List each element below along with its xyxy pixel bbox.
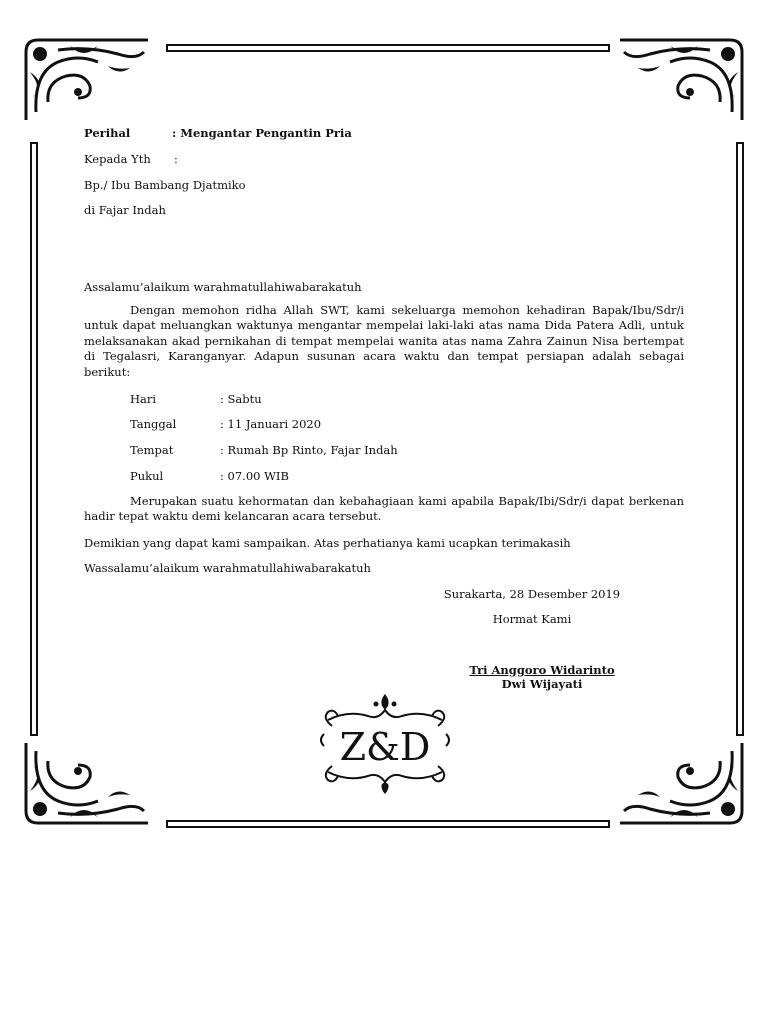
corner-ornament-bottom-right xyxy=(615,736,750,831)
honor-paragraph: Merupakan suatu kehormatan dan kebahagiaan kami apabila Bapak/Ibi/Sdr/i dapat berkenan hadir tepat waktu demi kelancaran acara tersebut. xyxy=(84,494,684,524)
detail-value-day: : Sabtu xyxy=(220,392,262,406)
place-date: Surakarta, 28 Desember 2019 xyxy=(443,587,621,601)
frame-left-bar xyxy=(30,142,38,736)
detail-label-place: Tempat xyxy=(130,443,174,457)
corner-ornament-bottom-left xyxy=(18,736,153,831)
monogram-text: Z&D xyxy=(339,725,431,769)
detail-label-day: Hari xyxy=(130,392,157,406)
closing-line: Demikian yang dapat kami sampaikan. Atas perhatianya kami ucapkan terimakasih xyxy=(84,536,571,550)
regards: Hormat Kami xyxy=(492,612,572,626)
subject-label: Perihal xyxy=(84,126,131,140)
subject-line xyxy=(84,126,352,140)
detail-value-date: : 11 Januari 2020 xyxy=(220,417,322,431)
corner-ornament-top-right xyxy=(615,32,750,127)
monogram-emblem xyxy=(318,690,452,798)
detail-value-time: : 07.00 WIB xyxy=(220,469,289,483)
signatory-first: Tri Anggoro Widarinto xyxy=(469,663,615,677)
recipient-to-line xyxy=(84,152,178,166)
recipient-place: di Fajar Indah xyxy=(84,203,166,217)
frame-top-bar xyxy=(166,44,610,52)
recipient-to-colon: : xyxy=(174,152,178,166)
frame-bottom-bar xyxy=(166,820,610,828)
greeting: Assalamu’alaikum warahmatullahiwabarakatuh xyxy=(84,280,362,294)
recipient-to-label: Kepada Yth xyxy=(84,152,151,166)
signatory-second: Dwi Wijayati xyxy=(501,677,583,691)
closing-greeting: Wassalamu’alaikum warahmatullahiwabarakatuh xyxy=(84,561,371,575)
frame-right-bar xyxy=(736,142,744,736)
body-paragraph: Dengan memohon ridha Allah SWT, kami sekeluarga memohon kehadiran Bapak/Ibu/Sdr/i untuk dapat meluangkan waktunya mengantar mempelai laki-laki atas nama Dida Patera Adli, untuk melaksanakan akad pernikahan di tempat mempelai wanita atas nama Zahra Zainun Nisa bertempat di Tegalasri, Karanganyar. Adapun susunan acara waktu dan tempat persiapan adalah sebagai berikut: xyxy=(84,303,684,379)
detail-label-time: Pukul xyxy=(130,469,164,483)
detail-label-date: Tanggal xyxy=(130,417,177,431)
subject-value: : Mengantar Pengantin Pria xyxy=(172,126,352,140)
corner-ornament-top-left xyxy=(18,32,153,127)
recipient-name: Bp./ Ibu Bambang Djatmiko xyxy=(84,178,246,192)
detail-value-place: : Rumah Bp Rinto, Fajar Indah xyxy=(220,443,398,457)
